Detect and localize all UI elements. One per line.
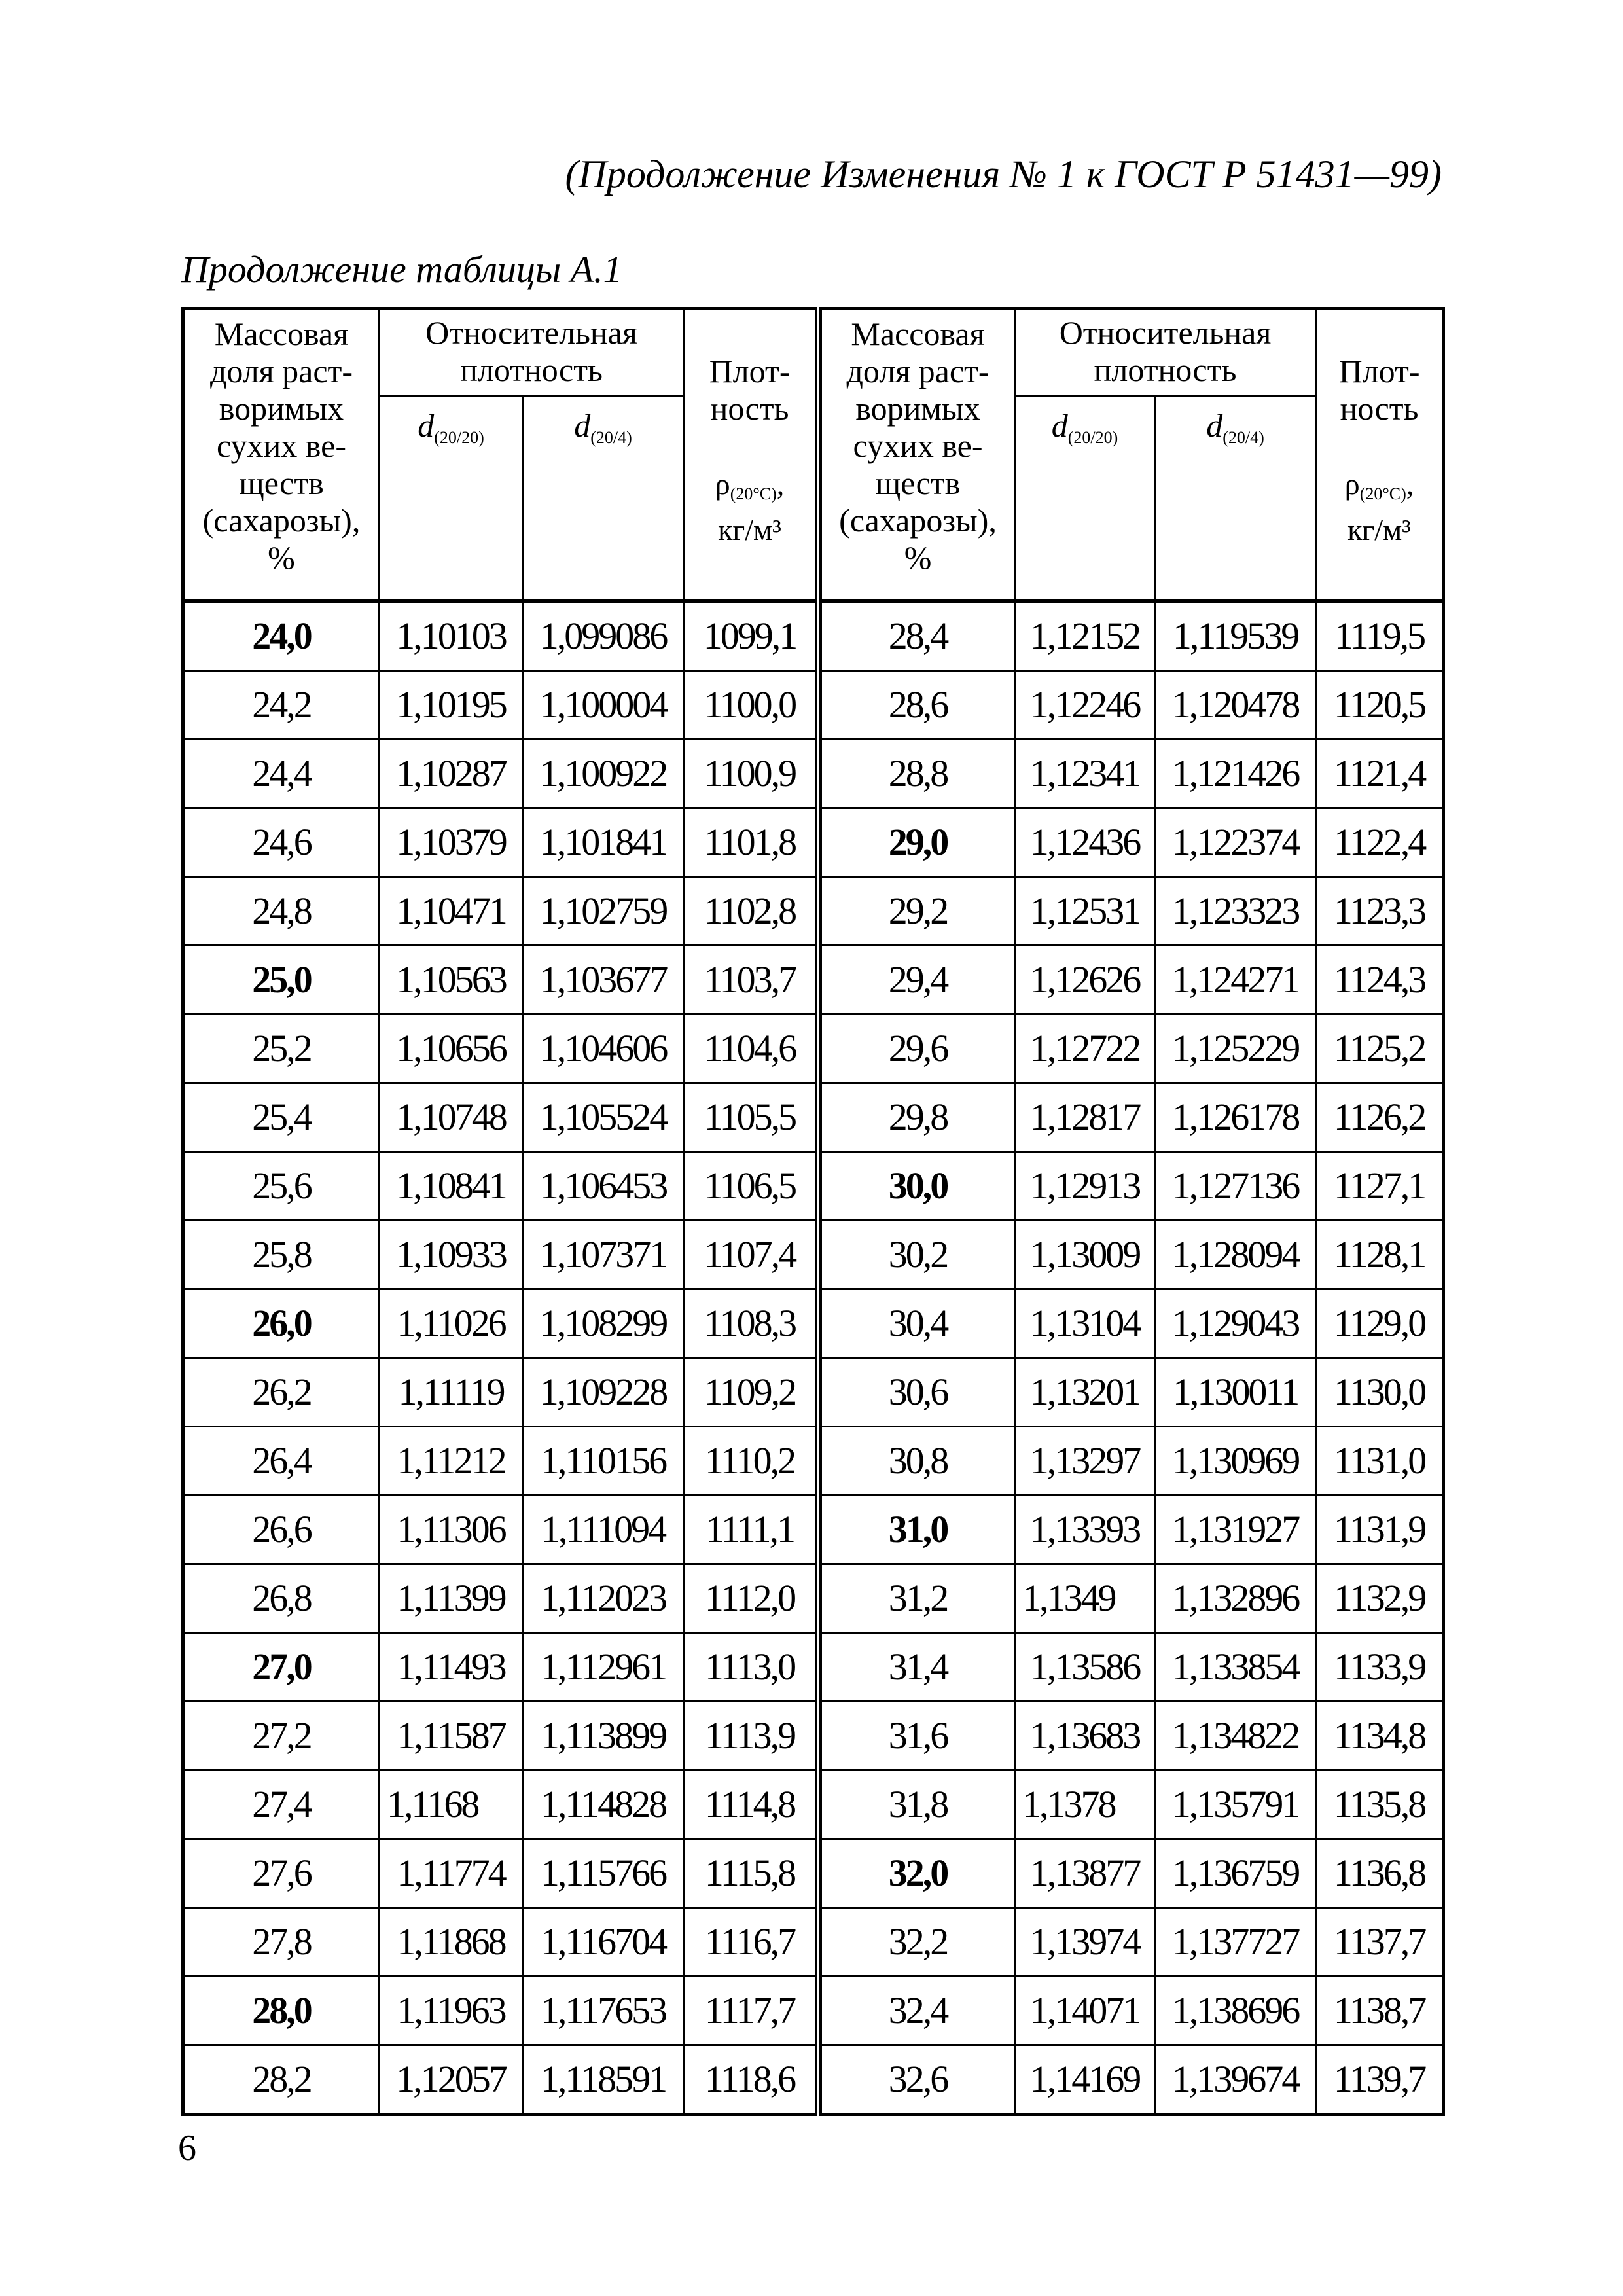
cell-d204: 1,115766	[523, 1839, 684, 1908]
cell-mass-fraction: 32,2	[819, 1908, 1015, 1977]
cell-density: 1112,0	[684, 1564, 819, 1633]
cell-d204: 1,128094	[1155, 1221, 1316, 1289]
cell-mass-fraction: 31,8	[819, 1770, 1015, 1839]
cell-d204: 1,116704	[523, 1908, 684, 1977]
cell-d2020: 1,11212	[380, 1427, 523, 1496]
cell-density: 1115,8	[684, 1839, 819, 1908]
cell-d2020: 1,12341	[1015, 740, 1155, 808]
cell-d2020: 1,10195	[380, 671, 523, 740]
cell-density: 1119,5	[1316, 601, 1444, 671]
cell-density: 1110,2	[684, 1427, 819, 1496]
cell-density: 1129,0	[1316, 1289, 1444, 1358]
cell-d2020: 1,11868	[380, 1908, 523, 1977]
cell-d2020: 1,13201	[1015, 1358, 1155, 1427]
d-symbol: d	[418, 407, 435, 444]
cell-d2020: 1,13393	[1015, 1496, 1155, 1564]
cell-d2020: 1,11399	[380, 1564, 523, 1633]
cell-d2020: 1,1349	[1015, 1564, 1155, 1633]
cell-mass-fraction: 26,2	[183, 1358, 380, 1427]
cell-mass-fraction: 28,6	[819, 671, 1015, 740]
cell-d2020: 1,11026	[380, 1289, 523, 1358]
cell-mass-fraction: 28,4	[819, 601, 1015, 671]
cell-d204: 1,129043	[1155, 1289, 1316, 1358]
cell-mass-fraction: 27,8	[183, 1908, 380, 1977]
cell-mass-fraction: 25,4	[183, 1083, 380, 1152]
d204-subscript: (20/4)	[1222, 428, 1264, 447]
table-row	[183, 1702, 1444, 1770]
cell-d2020: 1,13586	[1015, 1633, 1155, 1702]
cell-d204: 1,123323	[1155, 877, 1316, 946]
cell-d204: 1,104606	[523, 1014, 684, 1083]
header-relative-density-2: Относительная плотность	[1015, 309, 1316, 397]
cell-d204: 1,106453	[523, 1152, 684, 1221]
cell-d204: 1,103677	[523, 946, 684, 1014]
cell-d204: 1,134822	[1155, 1702, 1316, 1770]
table-row	[183, 1152, 1444, 1221]
page-number: 6	[178, 2128, 196, 2168]
cell-mass-fraction: 25,2	[183, 1014, 380, 1083]
cell-d204: 1,112023	[523, 1564, 684, 1633]
cell-d204: 1,124271	[1155, 946, 1316, 1014]
cell-density: 1139,7	[1316, 2045, 1444, 2115]
cell-mass-fraction: 25,8	[183, 1221, 380, 1289]
header-d2020-2	[1015, 397, 1155, 601]
cell-d204: 1,120478	[1155, 671, 1316, 740]
cell-d204: 1,107371	[523, 1221, 684, 1289]
cell-d204: 1,111094	[523, 1496, 684, 1564]
cell-d204: 1,126178	[1155, 1083, 1316, 1152]
cell-mass-fraction: 29,4	[819, 946, 1015, 1014]
cell-d204: 1,099086	[523, 601, 684, 671]
cell-d204: 1,117653	[523, 1977, 684, 2045]
cell-d204: 1,121426	[1155, 740, 1316, 808]
cell-d2020: 1,12057	[380, 2045, 523, 2115]
cell-mass-fraction: 27,2	[183, 1702, 380, 1770]
cell-d204: 1,102759	[523, 877, 684, 946]
table-row	[183, 1633, 1444, 1702]
cell-d204: 1,131927	[1155, 1496, 1316, 1564]
header-mass-fraction-2: Массовая доля раст- воримых сухих ве- ществ (сахарозы), %	[819, 309, 1015, 601]
header-d204-2	[1155, 397, 1316, 601]
cell-mass-fraction: 32,6	[819, 2045, 1015, 2115]
cell-mass-fraction: 30,6	[819, 1358, 1015, 1427]
cell-d204: 1,100004	[523, 671, 684, 740]
cell-density: 1113,0	[684, 1633, 819, 1702]
cell-density: 1127,1	[1316, 1152, 1444, 1221]
cell-d204: 1,114828	[523, 1770, 684, 1839]
header-d204	[523, 397, 684, 601]
cell-density: 1116,7	[684, 1908, 819, 1977]
cell-d2020: 1,10471	[380, 877, 523, 946]
table-row	[183, 877, 1444, 946]
cell-d2020: 1,12152	[1015, 601, 1155, 671]
cell-density: 1101,8	[684, 808, 819, 877]
header-mass-fraction: Массовая доля раст- воримых сухих ве- ществ (сахарозы), %	[183, 309, 380, 601]
cell-mass-fraction: 25,0	[183, 946, 380, 1014]
rho-subscript: (20°C)	[1359, 484, 1406, 503]
cell-density: 1122,4	[1316, 808, 1444, 877]
cell-d2020: 1,10656	[380, 1014, 523, 1083]
cell-density: 1135,8	[1316, 1770, 1444, 1839]
cell-density: 1138,7	[1316, 1977, 1444, 2045]
cell-d2020: 1,11493	[380, 1633, 523, 1702]
cell-density: 1137,7	[1316, 1908, 1444, 1977]
cell-d2020: 1,14071	[1015, 1977, 1155, 2045]
cell-density: 1104,6	[684, 1014, 819, 1083]
cell-mass-fraction: 31,6	[819, 1702, 1015, 1770]
d-symbol: d	[1206, 407, 1223, 444]
cell-mass-fraction: 25,6	[183, 1152, 380, 1221]
cell-density: 1103,7	[684, 946, 819, 1014]
cell-mass-fraction: 28,8	[819, 740, 1015, 808]
cell-d204: 1,109228	[523, 1358, 684, 1427]
table-body	[183, 601, 1444, 2115]
cell-density: 1131,9	[1316, 1496, 1444, 1564]
cell-density: 1121,4	[1316, 740, 1444, 808]
cell-mass-fraction: 24,6	[183, 808, 380, 877]
cell-mass-fraction: 24,4	[183, 740, 380, 808]
cell-mass-fraction: 31,0	[819, 1496, 1015, 1564]
cell-d2020: 1,13683	[1015, 1702, 1155, 1770]
cell-mass-fraction: 28,0	[183, 1977, 380, 2045]
cell-d2020: 1,11306	[380, 1496, 523, 1564]
table-caption: Продолжение таблицы А.1	[181, 248, 622, 291]
cell-d2020: 1,12817	[1015, 1083, 1155, 1152]
cell-d204: 1,133854	[1155, 1633, 1316, 1702]
cell-d204: 1,135791	[1155, 1770, 1316, 1839]
d204-subscript: (20/4)	[590, 428, 632, 447]
cell-mass-fraction: 27,4	[183, 1770, 380, 1839]
cell-density: 1126,2	[1316, 1083, 1444, 1152]
cell-mass-fraction: 28,2	[183, 2045, 380, 2115]
cell-d2020: 1,1168	[380, 1770, 523, 1839]
cell-density: 1124,3	[1316, 946, 1444, 1014]
table-row	[183, 671, 1444, 740]
d-symbol: d	[1051, 407, 1068, 444]
table-row	[183, 1289, 1444, 1358]
cell-d2020: 1,11774	[380, 1839, 523, 1908]
cell-d2020: 1,10841	[380, 1152, 523, 1221]
cell-d204: 1,105524	[523, 1083, 684, 1152]
table-row	[183, 601, 1444, 671]
running-header: (Продолжение Изменения № 1 к ГОСТ Р 51431—99)	[565, 152, 1442, 196]
cell-mass-fraction: 24,8	[183, 877, 380, 946]
header-density-2	[1316, 309, 1444, 601]
cell-d204: 1,110156	[523, 1427, 684, 1496]
table-row	[183, 1221, 1444, 1289]
cell-d204: 1,139674	[1155, 2045, 1316, 2115]
cell-d204: 1,132896	[1155, 1564, 1316, 1633]
cell-density: 1130,0	[1316, 1358, 1444, 1427]
cell-d2020: 1,11119	[380, 1358, 523, 1427]
cell-mass-fraction: 26,8	[183, 1564, 380, 1633]
cell-d204: 1,108299	[523, 1289, 684, 1358]
table-row	[183, 1427, 1444, 1496]
cell-mass-fraction: 26,4	[183, 1427, 380, 1496]
cell-density: 1128,1	[1316, 1221, 1444, 1289]
table-row	[183, 1770, 1444, 1839]
table-row	[183, 1564, 1444, 1633]
cell-mass-fraction: 32,0	[819, 1839, 1015, 1908]
cell-mass-fraction: 29,2	[819, 877, 1015, 946]
cell-d2020: 1,11963	[380, 1977, 523, 2045]
cell-mass-fraction: 30,4	[819, 1289, 1015, 1358]
cell-density: 1107,4	[684, 1221, 819, 1289]
cell-d204: 1,138696	[1155, 1977, 1316, 2045]
rho-subscript: (20°C)	[730, 484, 777, 503]
cell-density: 1102,8	[684, 877, 819, 946]
cell-mass-fraction: 30,0	[819, 1152, 1015, 1221]
cell-density: 1117,7	[684, 1977, 819, 2045]
rho-symbol: ρ	[1344, 467, 1360, 501]
sucrose-density-table	[181, 307, 1445, 2116]
cell-d2020: 1,12531	[1015, 877, 1155, 946]
cell-d2020: 1,12626	[1015, 946, 1155, 1014]
cell-d2020: 1,14169	[1015, 2045, 1155, 2115]
table-row	[183, 946, 1444, 1014]
cell-d2020: 1,13877	[1015, 1839, 1155, 1908]
cell-d2020: 1,11587	[380, 1702, 523, 1770]
cell-d2020: 1,13009	[1015, 1221, 1155, 1289]
table-row	[183, 1014, 1444, 1083]
cell-d2020: 1,12913	[1015, 1152, 1155, 1221]
cell-d2020: 1,10379	[380, 808, 523, 877]
cell-density: 1131,0	[1316, 1427, 1444, 1496]
cell-mass-fraction: 24,0	[183, 601, 380, 671]
table-row	[183, 808, 1444, 877]
cell-density: 1100,0	[684, 671, 819, 740]
cell-density: 1114,8	[684, 1770, 819, 1839]
d2020-subscript: (20/20)	[434, 428, 484, 447]
cell-density: 1099,1	[684, 601, 819, 671]
cell-d204: 1,127136	[1155, 1152, 1316, 1221]
cell-d2020: 1,13974	[1015, 1908, 1155, 1977]
cell-density: 1106,5	[684, 1152, 819, 1221]
cell-d204: 1,122374	[1155, 808, 1316, 877]
cell-density: 1123,3	[1316, 877, 1444, 946]
header-density-label: Плот- ность	[1338, 353, 1420, 427]
cell-density: 1113,9	[684, 1702, 819, 1770]
cell-density: 1136,8	[1316, 1839, 1444, 1908]
header-density-label: Плот- ность	[709, 353, 791, 427]
cell-d2020: 1,12246	[1015, 671, 1155, 740]
cell-mass-fraction: 26,0	[183, 1289, 380, 1358]
cell-d204: 1,137727	[1155, 1908, 1316, 1977]
cell-d204: 1,130969	[1155, 1427, 1316, 1496]
d-symbol: d	[574, 407, 591, 444]
header-density	[684, 309, 819, 601]
cell-density: 1134,8	[1316, 1702, 1444, 1770]
rho-unit: , кг/м³	[1347, 467, 1414, 547]
cell-d204: 1,112961	[523, 1633, 684, 1702]
rho-symbol: ρ	[715, 467, 730, 501]
cell-mass-fraction: 29,0	[819, 808, 1015, 877]
table-row	[183, 1358, 1444, 1427]
cell-mass-fraction: 31,4	[819, 1633, 1015, 1702]
d2020-subscript: (20/20)	[1067, 428, 1118, 447]
cell-d204: 1,100922	[523, 740, 684, 808]
cell-density: 1133,9	[1316, 1633, 1444, 1702]
cell-d204: 1,118591	[523, 2045, 684, 2115]
cell-mass-fraction: 29,6	[819, 1014, 1015, 1083]
cell-mass-fraction: 26,6	[183, 1496, 380, 1564]
cell-mass-fraction: 31,2	[819, 1564, 1015, 1633]
cell-d204: 1,130011	[1155, 1358, 1316, 1427]
header-relative-density: Относительная плотность	[380, 309, 684, 397]
cell-d2020: 1,10748	[380, 1083, 523, 1152]
table-row	[183, 1977, 1444, 2045]
cell-mass-fraction: 27,0	[183, 1633, 380, 1702]
cell-d2020: 1,13104	[1015, 1289, 1155, 1358]
cell-d204: 1,113899	[523, 1702, 684, 1770]
cell-d2020: 1,1378	[1015, 1770, 1155, 1839]
table-row	[183, 1083, 1444, 1152]
header-density-unit	[715, 456, 785, 547]
cell-d2020: 1,10287	[380, 740, 523, 808]
cell-mass-fraction: 30,2	[819, 1221, 1015, 1289]
cell-density: 1120,5	[1316, 671, 1444, 740]
cell-d204: 1,125229	[1155, 1014, 1316, 1083]
cell-mass-fraction: 29,8	[819, 1083, 1015, 1152]
cell-d204: 1,136759	[1155, 1839, 1316, 1908]
table-row	[183, 1908, 1444, 1977]
cell-d2020: 1,13297	[1015, 1427, 1155, 1496]
cell-density: 1108,3	[684, 1289, 819, 1358]
table-row	[183, 1839, 1444, 1908]
cell-d2020: 1,12722	[1015, 1014, 1155, 1083]
cell-density: 1111,1	[684, 1496, 819, 1564]
cell-density: 1132,9	[1316, 1564, 1444, 1633]
table-row	[183, 2045, 1444, 2115]
cell-d2020: 1,12436	[1015, 808, 1155, 877]
header-d2020	[380, 397, 523, 601]
cell-d2020: 1,10103	[380, 601, 523, 671]
table-row	[183, 1496, 1444, 1564]
cell-d204: 1,101841	[523, 808, 684, 877]
cell-mass-fraction: 24,2	[183, 671, 380, 740]
cell-density: 1105,5	[684, 1083, 819, 1152]
rho-unit: , кг/м³	[718, 467, 785, 547]
cell-density: 1125,2	[1316, 1014, 1444, 1083]
cell-density: 1109,2	[684, 1358, 819, 1427]
cell-density: 1118,6	[684, 2045, 819, 2115]
table-row	[183, 740, 1444, 808]
cell-mass-fraction: 32,4	[819, 1977, 1015, 2045]
cell-d2020: 1,10933	[380, 1221, 523, 1289]
header-density-unit	[1345, 456, 1414, 547]
cell-mass-fraction: 30,8	[819, 1427, 1015, 1496]
cell-mass-fraction: 27,6	[183, 1839, 380, 1908]
cell-d204: 1,119539	[1155, 601, 1316, 671]
cell-density: 1100,9	[684, 740, 819, 808]
cell-d2020: 1,10563	[380, 946, 523, 1014]
